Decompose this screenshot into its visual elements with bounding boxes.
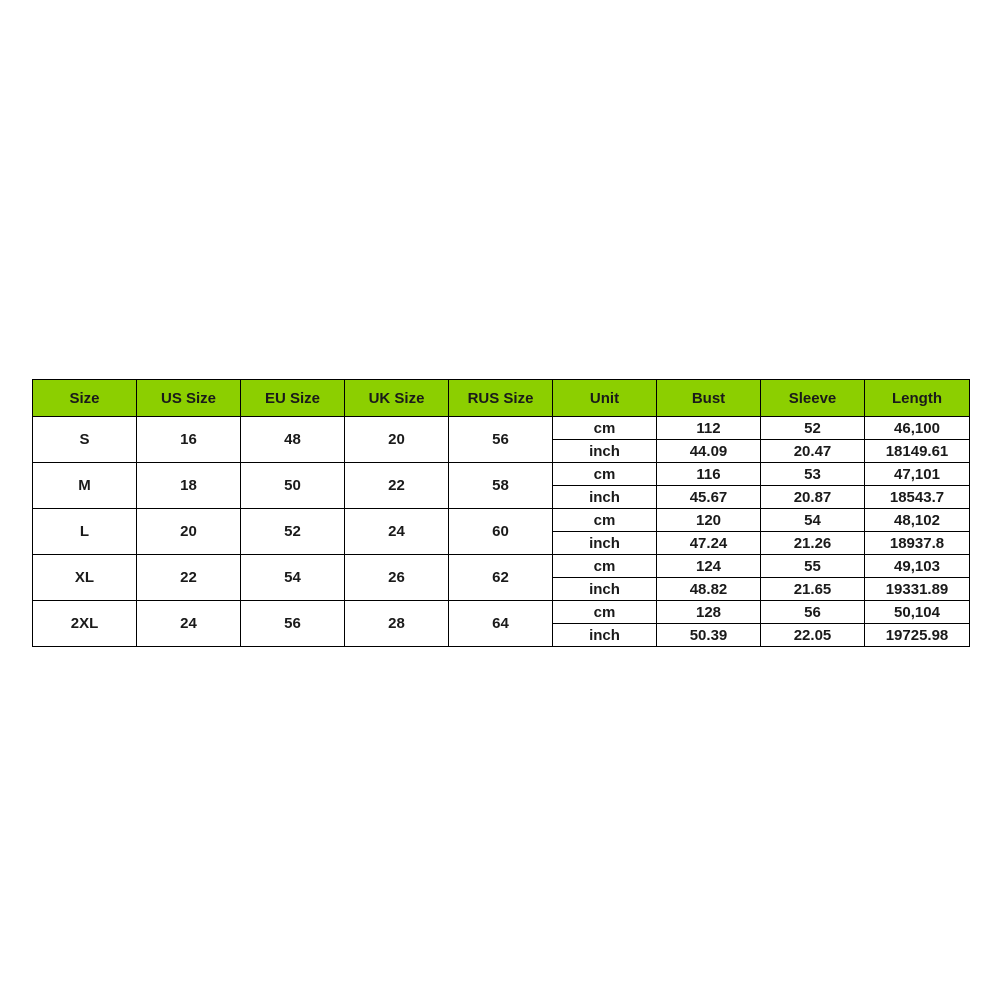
header-sleeve: Sleeve	[761, 380, 865, 417]
us-size-cell: 22	[137, 555, 241, 601]
bust-cell: 116	[657, 463, 761, 486]
size-cell: XL	[33, 555, 137, 601]
unit-cell: cm	[553, 509, 657, 532]
bust-cell: 48.82	[657, 578, 761, 601]
rus-size-cell: 60	[449, 509, 553, 555]
unit-cell: inch	[553, 624, 657, 647]
bust-cell: 112	[657, 417, 761, 440]
bust-cell: 47.24	[657, 532, 761, 555]
length-cell: 48,102	[865, 509, 970, 532]
uk-size-cell: 22	[345, 463, 449, 509]
uk-size-cell: 24	[345, 509, 449, 555]
eu-size-cell: 50	[241, 463, 345, 509]
sleeve-cell: 22.05	[761, 624, 865, 647]
rus-size-cell: 56	[449, 417, 553, 463]
size-cell: M	[33, 463, 137, 509]
table-row	[33, 509, 970, 532]
header-length: Length	[865, 380, 970, 417]
unit-cell: inch	[553, 440, 657, 463]
bust-cell: 120	[657, 509, 761, 532]
length-cell: 19331.89	[865, 578, 970, 601]
length-cell: 49,103	[865, 555, 970, 578]
header-bust: Bust	[657, 380, 761, 417]
us-size-cell: 24	[137, 601, 241, 647]
table-row	[33, 463, 970, 486]
uk-size-cell: 26	[345, 555, 449, 601]
sleeve-cell: 21.65	[761, 578, 865, 601]
length-cell: 18543.7	[865, 486, 970, 509]
unit-cell: cm	[553, 463, 657, 486]
sleeve-cell: 53	[761, 463, 865, 486]
uk-size-cell: 20	[345, 417, 449, 463]
sleeve-cell: 20.47	[761, 440, 865, 463]
us-size-cell: 20	[137, 509, 241, 555]
sleeve-cell: 54	[761, 509, 865, 532]
unit-cell: inch	[553, 532, 657, 555]
us-size-cell: 18	[137, 463, 241, 509]
size-chart-table	[32, 379, 970, 647]
eu-size-cell: 52	[241, 509, 345, 555]
length-cell: 18149.61	[865, 440, 970, 463]
header-unit: Unit	[553, 380, 657, 417]
rus-size-cell: 64	[449, 601, 553, 647]
table-body	[33, 417, 970, 647]
eu-size-cell: 54	[241, 555, 345, 601]
unit-cell: cm	[553, 555, 657, 578]
bust-cell: 50.39	[657, 624, 761, 647]
length-cell: 18937.8	[865, 532, 970, 555]
sleeve-cell: 20.87	[761, 486, 865, 509]
header-size: Size	[33, 380, 137, 417]
sleeve-cell: 52	[761, 417, 865, 440]
table-header	[33, 380, 970, 417]
uk-size-cell: 28	[345, 601, 449, 647]
unit-cell: cm	[553, 417, 657, 440]
size-cell: 2XL	[33, 601, 137, 647]
rus-size-cell: 58	[449, 463, 553, 509]
bust-cell: 124	[657, 555, 761, 578]
table-row	[33, 417, 970, 440]
header-uk-size: UK Size	[345, 380, 449, 417]
header-row	[33, 380, 970, 417]
size-cell: S	[33, 417, 137, 463]
table-row	[33, 555, 970, 578]
table-row	[33, 601, 970, 624]
sleeve-cell: 55	[761, 555, 865, 578]
unit-cell: inch	[553, 486, 657, 509]
sleeve-cell: 56	[761, 601, 865, 624]
bust-cell: 128	[657, 601, 761, 624]
eu-size-cell: 48	[241, 417, 345, 463]
size-cell: L	[33, 509, 137, 555]
us-size-cell: 16	[137, 417, 241, 463]
length-cell: 47,101	[865, 463, 970, 486]
header-rus-size: RUS Size	[449, 380, 553, 417]
bust-cell: 44.09	[657, 440, 761, 463]
bust-cell: 45.67	[657, 486, 761, 509]
unit-cell: cm	[553, 601, 657, 624]
eu-size-cell: 56	[241, 601, 345, 647]
length-cell: 19725.98	[865, 624, 970, 647]
header-us-size: US Size	[137, 380, 241, 417]
rus-size-cell: 62	[449, 555, 553, 601]
unit-cell: inch	[553, 578, 657, 601]
length-cell: 50,104	[865, 601, 970, 624]
sleeve-cell: 21.26	[761, 532, 865, 555]
header-eu-size: EU Size	[241, 380, 345, 417]
length-cell: 46,100	[865, 417, 970, 440]
